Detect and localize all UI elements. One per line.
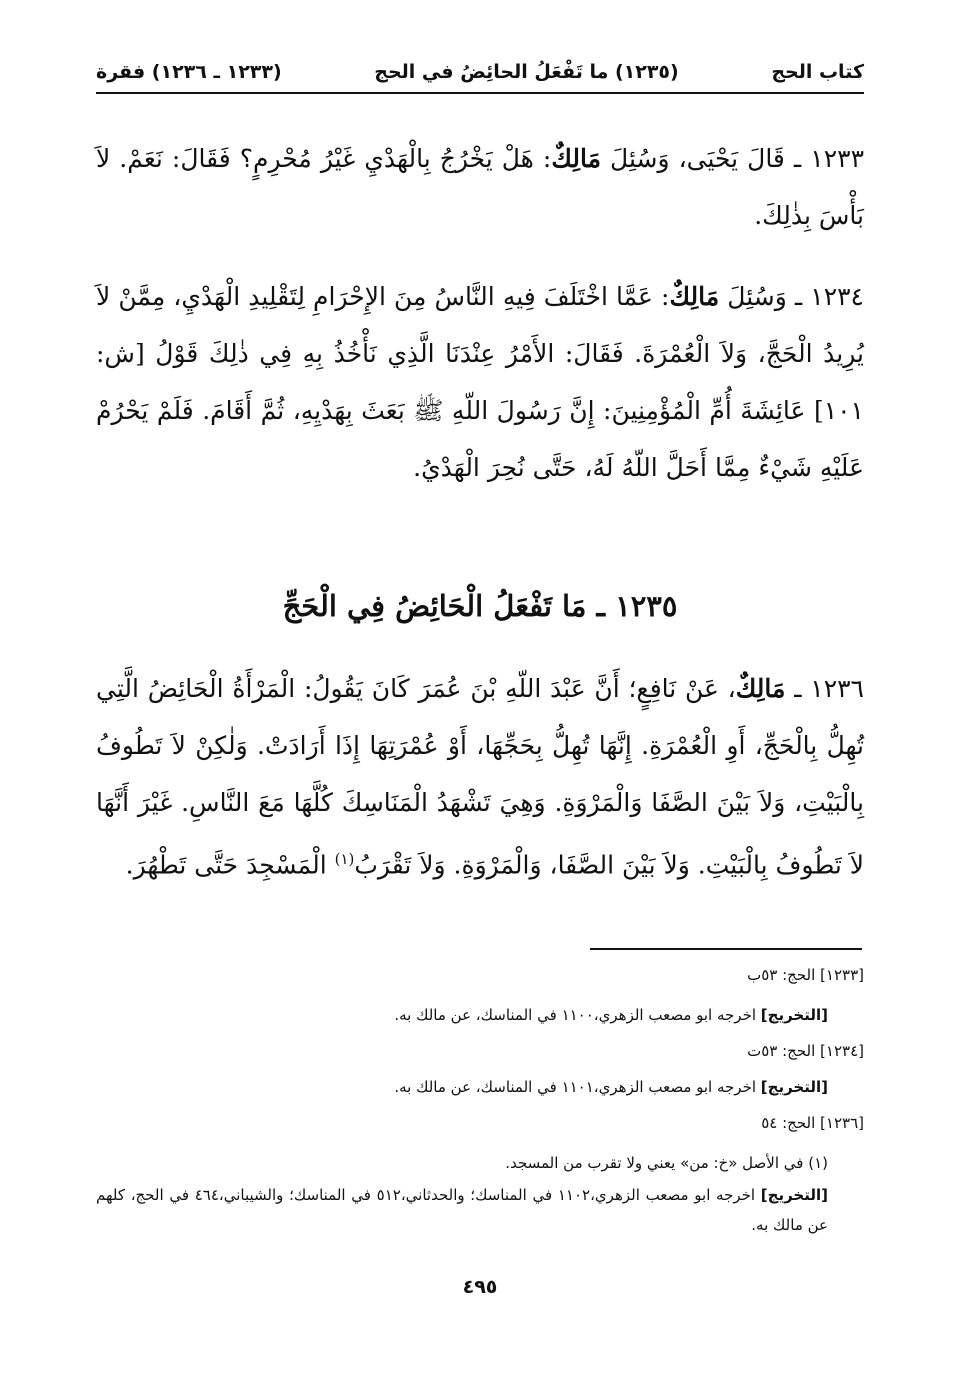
paragraph-text: قَالَ يَحْيَى، وَسُئِلَ [601, 144, 785, 173]
paragraph-text: الْمَسْجِدَ حَتَّى تَطْهُرَ. [125, 850, 335, 880]
header-book-title: كتاب الحج [771, 61, 864, 83]
takhrij-label: [التخريج] [760, 1078, 828, 1096]
takhrij-text: اخرجه ابو مصعب الزهري،١١٠٢ في المناسك؛ والحدثاني،٥١٢ في المناسك؛ والشيباني،٤٦٤ في الحج، كلهم عن مالك به. [96, 1186, 828, 1234]
paragraph-text: : عَمَّا اخْتَلَفَ فِيهِ النَّاسُ مِنَ الإِحْرَامِ لِتَقْلِيدِ الْهَدْيِ، مِمَّنْ لاَ يُرِيدُ الْحَجَّ، وَلاَ الْعُمْرَةَ. فَقَالَ: الأَمْرُ عِنْدَنَا الَّذِي نَأْخُذُ بِهِ فِي ذٰلِكَ قَوْلُ [ش: ١٠١] عَائِشَةَ أُمِّ الْمُؤْمِنِينَ: إِنَّ رَسُولَ اللّهِ ﷺ بَعَثَ بِهَدْيِهِ، ثُمَّ أَقَامَ. فَلَمْ يَحْرُمْ عَلَيْهِ شَيْءٌ مِمَّا أَحَلَّ اللّهُ لَهُ، حَتَّى نُحِرَ الْهَدْيُ. [96, 282, 864, 482]
footnote-takhrij-1236 [96, 1180, 864, 1240]
footnote-marker[interactable]: (١) [334, 850, 355, 868]
footnote-divider [590, 948, 862, 950]
running-header [96, 52, 864, 94]
takhrij-text: اخرجه ابو مصعب الزهري،١١٠٠ في المناسك، عن مالك به. [394, 1006, 761, 1024]
speaker-name: مَالِكٌ [735, 674, 786, 703]
header-paragraph-range: (١٢٣٣ ـ ١٢٣٦) فقرة [96, 61, 282, 83]
paragraph-text: ، عَنْ نَافِعٍ؛ أَنَّ عَبْدَ اللّهِ بْنَ عُمَرَ كَانَ يَقُولُ: الْمَرْأَةُ الْحَائِضُ الَّتِي تُهِلُّ بِالْحَجِّ، أَوِ الْعُمْرَةِ. إِنَّهَا تُهِلُّ بِحَجِّهَا، أَوْ عُمْرَتِهَا إِذَا أَرَادَتْ. وَلٰكِنْ لاَ تَطُوفُ بِالْبَيْتِ، وَلاَ بَيْنَ الصَّفَا وَالْمَرْوَةِ. وَهِيَ تَشْهَدُ الْمَنَاسِكَ كُلَّهَا مَعَ النَّاسِ. غَيْرَ أَنَّهَا لاَ تَطُوفُ بِالْبَيْتِ. وَلاَ بَيْنَ الصَّفَا، وَالْمَرْوَةِ. وَلاَ تَقْرَبُ [96, 674, 864, 880]
speaker-name: مَالِكٌ [551, 144, 602, 173]
paragraph-1234 [96, 268, 864, 496]
footnote-ref-1234: [١٢٣٤] الحج: ٥٣ت [747, 1042, 864, 1060]
page-number: ٤٩٥ [462, 1276, 498, 1298]
section-heading: ١٢٣٥ ـ مَا تَفْعَلُ الْحَائِضُ فِي الْحَجِّ [282, 589, 678, 623]
paragraph-number: ١٢٣٦ ـ [794, 674, 864, 703]
paragraph-text: : هَلْ يَخْرُجُ بِالْهَدْيِ غَيْرُ مُحْرِمٍ؟ فَقَالَ: نَعَمْ. لاَ بَأْسَ بِذٰلِكَ. [96, 144, 864, 230]
paragraph-number: ١٢٣٣ ـ [793, 144, 864, 173]
speaker-name: مَالِكٌ [669, 282, 720, 311]
header-chapter-title: (١٢٣٥) ما تَفْعَلُ الحائِضُ في الحج [374, 61, 679, 83]
footnote-note-1: (١) في الأصل «خ: من» يعني ولا تقرب من المسجد. [505, 1154, 828, 1172]
paragraph-number: ١٢٣٤ ـ [794, 282, 864, 311]
footnote-ref-1233: [١٢٣٣] الحج: ٥٣ب [747, 966, 864, 984]
footnote-takhrij-1234 [96, 1072, 864, 1102]
takhrij-label: [التخريج] [760, 1186, 828, 1204]
paragraph-1236 [96, 660, 864, 893]
paragraph-1233 [96, 130, 864, 244]
paragraph-text: وَسُئِلَ [719, 282, 787, 311]
takhrij-label: [التخريج] [760, 1006, 828, 1024]
footnote-takhrij-1233 [96, 1000, 864, 1030]
footnote-ref-1236: [١٢٣٦] الحج: ٥٤ [761, 1114, 864, 1132]
takhrij-text: اخرجه ابو مصعب الزهري،١١٠١ في المناسك، عن مالك به. [394, 1078, 761, 1096]
